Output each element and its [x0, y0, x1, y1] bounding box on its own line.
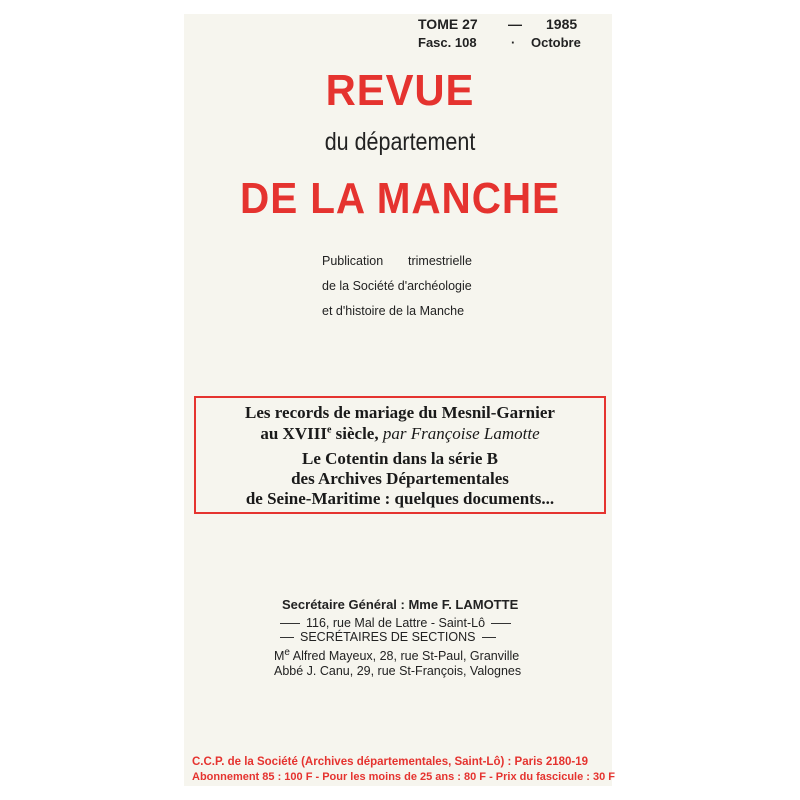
article-1-title-line2: au XVIIIe siècle, par Françoise Lamotte	[260, 424, 540, 443]
header-dash: —	[508, 16, 522, 32]
publication-society: de la Société d'archéologie	[322, 279, 472, 293]
header-dot: ·	[511, 35, 516, 50]
secretary-address: 116, rue Mal de Lattre - Saint-Lô	[274, 616, 517, 630]
month: Octobre	[531, 35, 581, 50]
footer-subscription: Abonnement 85 : 100 F - Pour les moins de 25 ans : 80 F - Prix du fascicule : 30 F	[192, 771, 616, 783]
article-1-title-line1: Les records de mariage du Mesnil-Garnier	[245, 403, 555, 422]
article-2-title-line3: de Seine-Maritime : quelques documents...	[245, 489, 555, 508]
sections-title: SECRÉTAIRES DE SECTIONS	[274, 630, 502, 644]
section-secretary-2: Abbé J. Canu, 29, rue St-François, Valognes	[274, 664, 522, 678]
publication-history: et d'histoire de la Manche	[322, 304, 465, 318]
section-secretary-1: Me Alfred Mayeux, 28, rue St-Paul, Granville	[274, 647, 520, 664]
publication-trimestrielle: trimestrielle	[408, 254, 472, 268]
footer-ccp: C.C.P. de la Société (Archives départementales, Saint-Lô) : Paris 2180-19	[192, 756, 589, 768]
tome-number: TOME 27	[418, 16, 478, 32]
article-2-title-line2: des Archives Départementales	[291, 469, 509, 488]
title-revue: REVUE	[325, 66, 475, 115]
secretary-general: Secrétaire Général : Mme F. LAMOTTE	[282, 597, 519, 612]
publication-word: Publication	[322, 254, 384, 268]
fascicule-number: Fasc. 108	[418, 35, 477, 50]
article-1-author: par Françoise Lamotte	[382, 424, 540, 443]
year: 1985	[546, 16, 578, 32]
article-2-title-line1: Le Cotentin dans la série B	[302, 449, 498, 468]
title-du-departement: du département	[324, 128, 476, 156]
title-de-la-manche: DE LA MANCHE	[240, 174, 560, 223]
